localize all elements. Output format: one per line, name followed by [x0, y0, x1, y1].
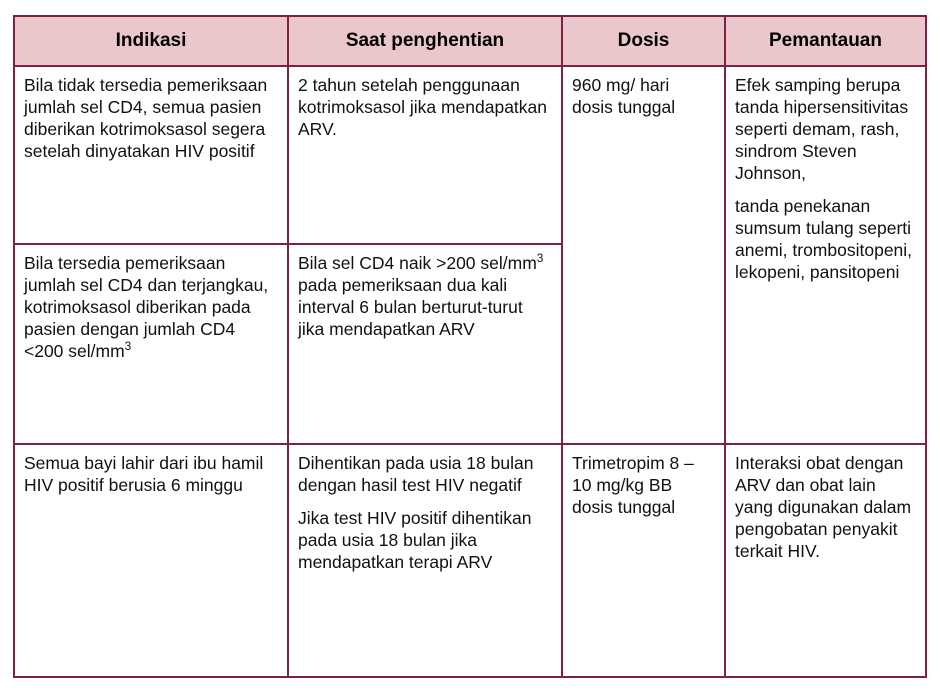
cell-penghentian-row3: [288, 444, 562, 677]
table-row: [14, 444, 926, 677]
cell-text-paragraph-2: Jika test HIV positif dihentikan pada usia 18 bulan jika mendapatkan terapi ARV: [298, 508, 532, 573]
cell-text: [298, 252, 552, 340]
cell-indikasi-row2: [14, 244, 288, 444]
cell-penghentian-row1: [288, 66, 562, 244]
cell-text: 2 tahun setelah penggunaan kotrimoksasol jika mendapatkan ARV.: [298, 74, 548, 140]
superscript-cubic: 3: [124, 339, 132, 354]
table-header: [14, 16, 926, 66]
column-header-pemantauan: Pemantauan: [725, 16, 926, 66]
cotrimoxazole-guideline-table: [13, 15, 927, 678]
cell-text: Trimetropim 8 – 10 mg/kg BB dosis tunggal: [572, 452, 694, 518]
cell-indikasi-row3: [14, 444, 288, 677]
superscript-cubic: 3: [536, 251, 544, 266]
table-header-row: [14, 16, 926, 66]
cell-penghentian-row2: [288, 244, 562, 444]
cell-pemantauan-rows1-2: [725, 66, 926, 444]
cell-text-paragraph-1: Dihentikan pada usia 18 bulan dengan hasil test HIV negatif: [298, 452, 534, 495]
cell-text-line-1: 960 mg/ hari: [572, 74, 670, 95]
cell-dosis-rows1-2: [562, 66, 725, 444]
cell-text: Interaksi obat dengan ARV dan obat lain yang digunakan dalam pengobatan penyakit terkait HIV.: [735, 452, 912, 562]
cell-text: [24, 252, 278, 362]
cell-dosis-row3: [562, 444, 725, 677]
column-header-dosis: Dosis: [562, 16, 725, 66]
cell-pemantauan-row3: [725, 444, 926, 677]
cell-text: Semua bayi lahir dari ibu hamil HIV positif berusia 6 minggu: [24, 452, 264, 495]
cell-text-paragraph-1: Efek samping berupa tanda hipersensitivitas seperti demam, rash, sindrom Steven Johnson,: [735, 74, 909, 184]
cell-text-main: Bila sel CD4 naik >200 sel/mm: [298, 252, 537, 273]
cell-text: Bila tidak tersedia pemeriksaan jumlah sel CD4, semua pasien diberikan kotrimoksasol segera setelah dinyatakan HIV positif: [24, 74, 268, 162]
column-header-saat-penghentian: Saat penghentian: [288, 16, 562, 66]
cell-text-main: Bila tersedia pemeriksaan jumlah sel CD4 dan terjangkau, kotrimoksasol diberikan pada pasien dengan jumlah CD4 <200 sel/mm: [24, 252, 269, 362]
cell-text-tail: pada pemeriksaan dua kali interval 6 bulan berturut-turut jika mendapatkan ARV: [298, 274, 523, 340]
cell-text-paragraph-2: tanda penekanan sumsum tulang seperti anemi, trombositopeni, lekopeni, pansitopeni: [735, 196, 913, 283]
table-body: [14, 66, 926, 677]
column-header-indikasi: Indikasi: [14, 16, 288, 66]
cell-indikasi-row1: [14, 66, 288, 244]
table-row: [14, 66, 926, 244]
cell-text-line-2: dosis tunggal: [572, 96, 676, 117]
